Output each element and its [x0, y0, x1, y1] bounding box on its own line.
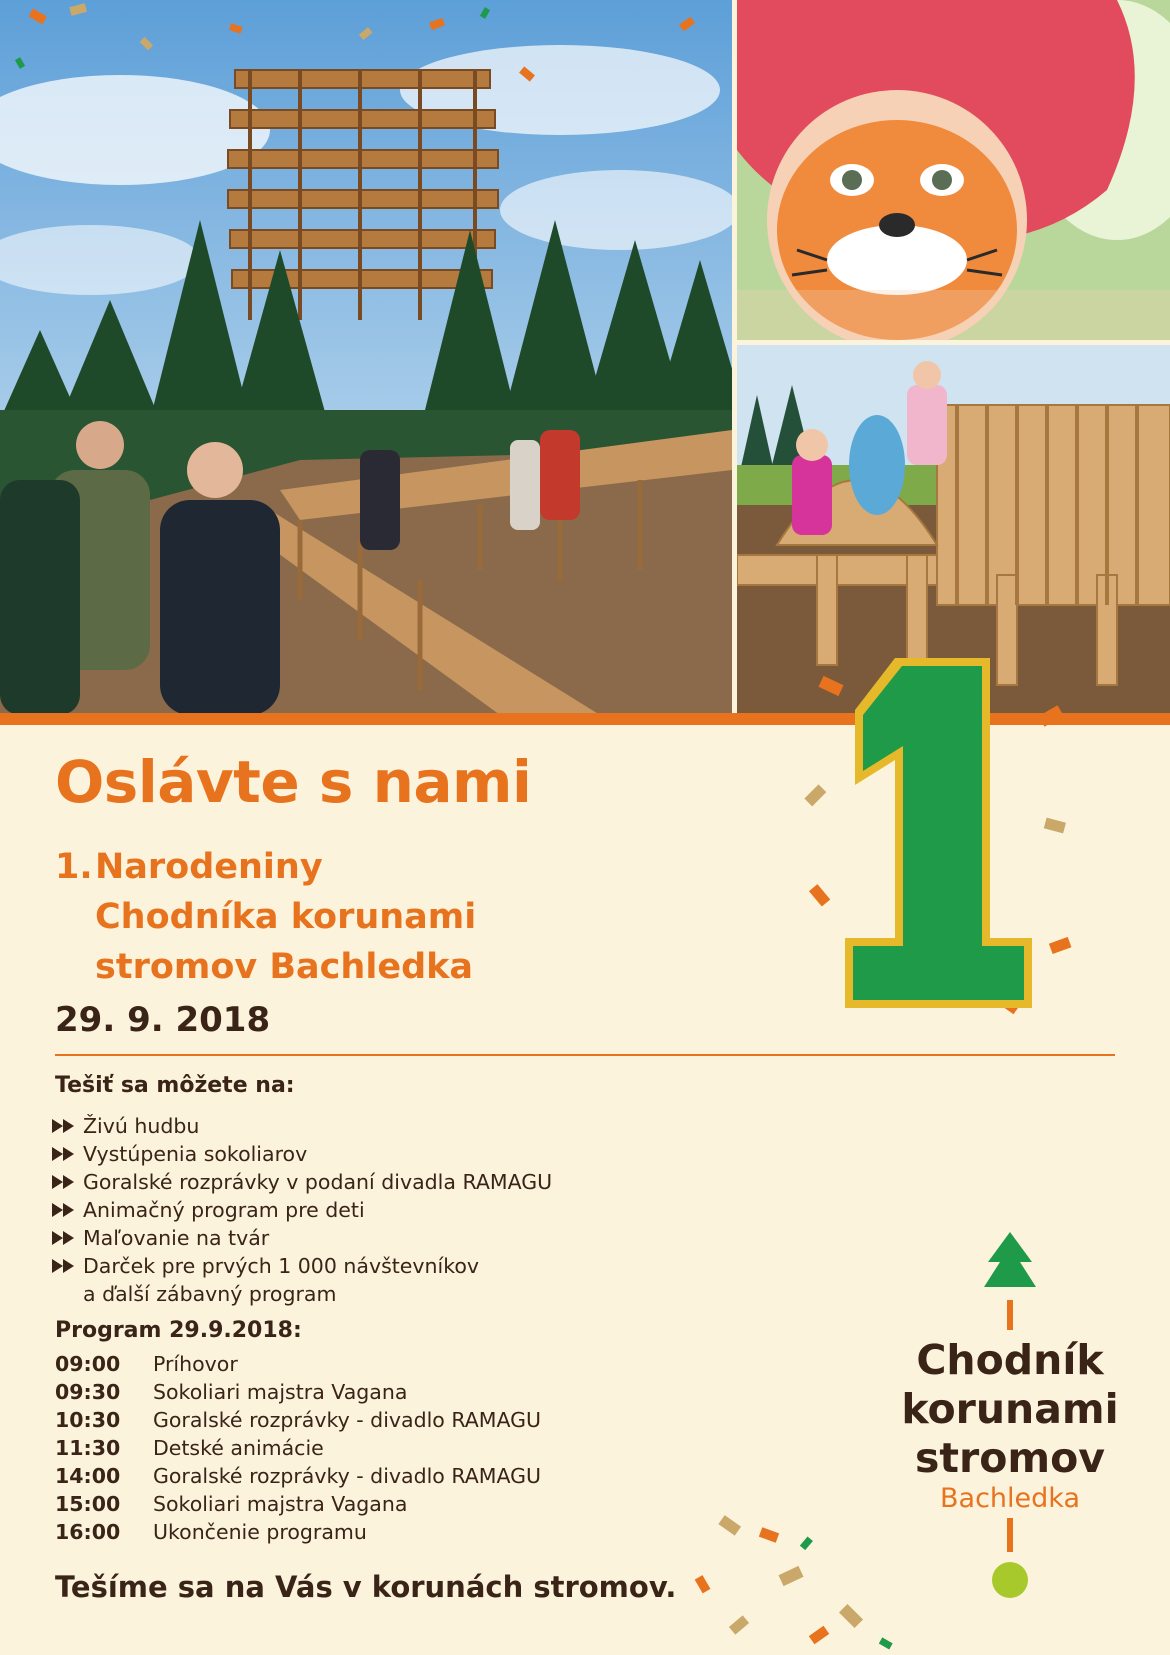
schedule-event: Sokoliari majstra Vagana	[153, 1492, 408, 1516]
logo-line-1: Chodník	[916, 1336, 1104, 1384]
confetti-decoration-bottom	[690, 1500, 940, 1655]
treetop-tower-photo	[0, 0, 732, 715]
schedule-row	[55, 1350, 541, 1378]
schedule-time: 09:30	[55, 1380, 121, 1404]
subtitle-line-1: Narodeniny	[95, 847, 323, 887]
page-title: Oslávte s nami	[55, 748, 532, 816]
schedule-event: Príhovor	[153, 1352, 238, 1376]
schedule-time: 10:30	[55, 1408, 121, 1432]
highlights-list	[52, 1112, 552, 1308]
double-arrow-icon	[52, 1119, 78, 1133]
double-arrow-icon	[52, 1259, 78, 1273]
event-date: 29. 9. 2018	[55, 1000, 271, 1040]
schedule-row	[55, 1406, 541, 1434]
list-item: Vystúpenia sokoliarov	[52, 1140, 552, 1168]
event-subtitle	[55, 842, 476, 992]
schedule-event: Sokoliari majstra Vagana	[153, 1380, 408, 1404]
tree-icon	[980, 1232, 1040, 1332]
subtitle-line-3: stromov Bachledka	[95, 947, 474, 987]
logo-location: Bachledka	[940, 1483, 1080, 1514]
double-arrow-icon	[52, 1203, 78, 1217]
path-end-dot-icon	[980, 1518, 1040, 1608]
list-item: Maľovanie na tvár	[52, 1224, 552, 1252]
logo-line-2: korunami	[901, 1385, 1119, 1433]
schedule-event: Detské animácie	[153, 1436, 324, 1460]
closing-message: Tešíme sa na Vás v korunách stromov.	[55, 1570, 677, 1604]
brand-logo	[880, 1336, 1140, 1483]
big-number-text: 1	[800, 640, 801, 641]
highlights-heading: Tešiť sa môžete na:	[55, 1073, 295, 1098]
schedule-event: Goralské rozprávky - divadlo RAMAGU	[153, 1464, 542, 1488]
program-heading: Program 29.9.2018:	[55, 1318, 302, 1343]
schedule-row	[55, 1518, 541, 1546]
list-item-continuation: a ďalší zábavný program	[83, 1282, 337, 1306]
section-divider	[55, 1054, 1115, 1056]
list-item: Živú hudbu	[52, 1112, 552, 1140]
subtitle-line-2: Chodníka korunami	[95, 897, 477, 937]
schedule-row	[55, 1490, 541, 1518]
double-arrow-icon	[52, 1231, 78, 1245]
schedule-row	[55, 1434, 541, 1462]
double-arrow-icon	[52, 1147, 78, 1161]
schedule-time: 11:30	[55, 1436, 121, 1460]
schedule-row	[55, 1462, 541, 1490]
schedule-time: 16:00	[55, 1520, 121, 1544]
schedule-time: 15:00	[55, 1492, 121, 1516]
list-item: Darček pre prvých 1 000 návštevníkov	[52, 1252, 552, 1280]
list-item: Animačný program pre deti	[52, 1196, 552, 1224]
schedule-row	[55, 1378, 541, 1406]
program-schedule	[55, 1350, 541, 1546]
schedule-event: Goralské rozprávky - divadlo RAMAGU	[153, 1408, 542, 1432]
schedule-time: 14:00	[55, 1464, 121, 1488]
list-item: Goralské rozprávky v podaní divadla RAMAGU	[52, 1168, 552, 1196]
schedule-time: 09:00	[55, 1352, 121, 1376]
logo-line-3: stromov	[914, 1434, 1105, 1482]
double-arrow-icon	[52, 1175, 78, 1189]
schedule-event: Ukončenie programu	[153, 1520, 367, 1544]
first-birthday-number-graphic	[800, 640, 1080, 1030]
face-painted-child-photo	[737, 0, 1170, 340]
anniversary-ordinal: 1.	[55, 847, 93, 887]
